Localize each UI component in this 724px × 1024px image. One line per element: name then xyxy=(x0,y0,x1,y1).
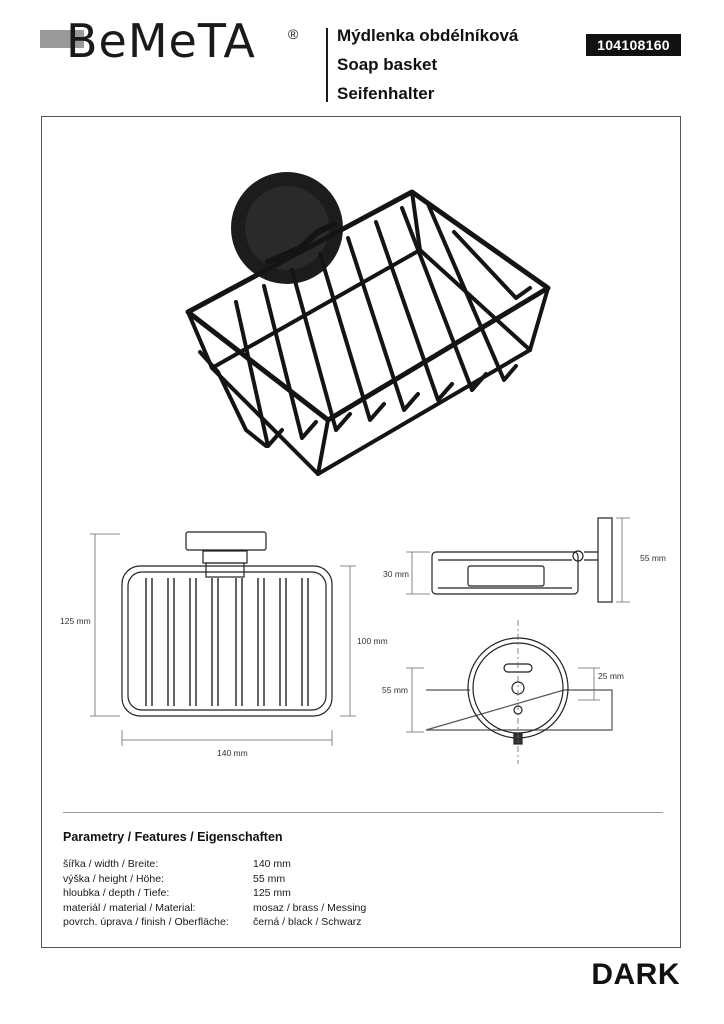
param-label: hloubka / depth / Tiefe: xyxy=(63,887,170,899)
param-value: 140 mm xyxy=(253,858,291,870)
title-german: Seifenhalter xyxy=(337,84,435,103)
front-view xyxy=(90,532,356,746)
params-row xyxy=(63,887,463,902)
param-label: materiál / material / Material: xyxy=(63,901,196,914)
param-label: výška / height / Höhe: xyxy=(63,872,164,885)
dim-back-55-label: 55 mm xyxy=(382,685,408,695)
dim-height-label: 125 mm xyxy=(60,616,91,626)
dim-side-30-label: 30 mm xyxy=(383,569,409,579)
section-separator xyxy=(63,812,663,813)
title-czech: Mýdlenka obdélníková xyxy=(337,26,519,45)
back-view xyxy=(406,620,612,764)
params-row xyxy=(63,916,463,931)
params-title: Parametry / Features / Eigenschaften xyxy=(63,830,283,844)
product-illustration xyxy=(188,172,548,474)
param-label: šířka / width / Breite: xyxy=(63,858,159,870)
side-view xyxy=(406,518,630,602)
registered-mark: ® xyxy=(288,26,299,42)
brand-logo: BeMeTA xyxy=(66,14,256,68)
dim-back-25-label: 25 mm xyxy=(598,671,624,681)
param-value: 125 mm xyxy=(253,887,291,899)
series-name: DARK xyxy=(591,958,680,991)
params-row xyxy=(63,873,463,888)
title-english: Soap basket xyxy=(337,55,438,74)
param-value: 55 mm xyxy=(253,872,286,885)
params-row xyxy=(63,902,463,917)
product-code-badge: 104108160 xyxy=(586,34,681,56)
dim-depth-label: 100 mm xyxy=(357,636,388,646)
param-label: povrch. úprava / finish / Oberfläche: xyxy=(63,916,229,928)
param-value: mosaz / brass / Messing xyxy=(253,901,367,914)
dim-width-label: 140 mm xyxy=(217,748,248,758)
param-value: černá / black / Schwarz xyxy=(253,916,362,928)
dim-side-55-label: 55 mm xyxy=(640,553,666,563)
params-table xyxy=(63,858,463,931)
params-row xyxy=(63,858,463,873)
